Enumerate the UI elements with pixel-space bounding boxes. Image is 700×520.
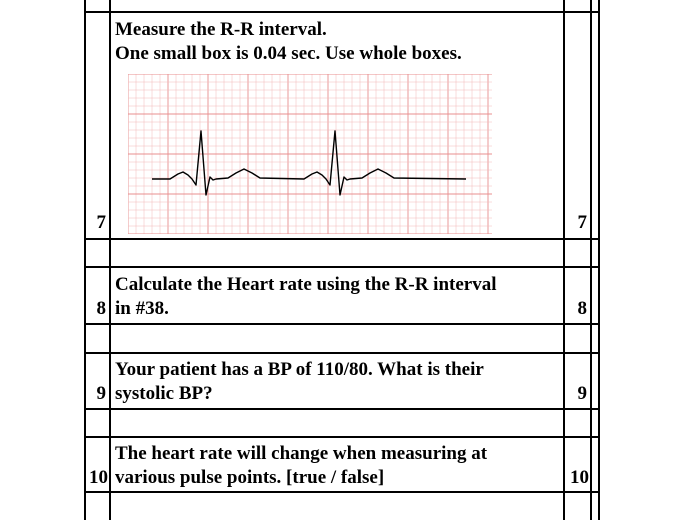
question-10-line-1: The heart rate will change when measuring at [115, 443, 488, 464]
row-divider [84, 323, 600, 325]
row-divider [84, 408, 600, 410]
question-10-number-left: 10 [89, 467, 108, 488]
question-7-line-2: One small box is 0.04 sec. Use whole boxes. [115, 43, 462, 64]
question-9-line-2: systolic BP? [115, 383, 213, 404]
question-7-number-right: 7 [577, 212, 587, 233]
table-border-right-outer [598, 0, 600, 520]
question-10-line-2: various pulse points. [true / false] [115, 467, 385, 488]
ecg-strip [128, 74, 492, 234]
row-divider [84, 11, 600, 13]
table-border-left-outer [84, 0, 86, 520]
row-divider [84, 491, 600, 493]
question-9-text [115, 358, 484, 406]
question-8-text [115, 273, 497, 321]
question-8-number-left: 8 [96, 298, 106, 319]
question-7-number-left: 7 [96, 212, 106, 233]
question-10-number-right: 10 [570, 467, 589, 488]
question-8-line-1: Calculate the Heart rate using the R-R interval [115, 274, 497, 295]
row-divider [84, 352, 600, 354]
question-7-line-1: Measure the R-R interval. [115, 19, 327, 40]
question-8-line-2: in #38. [115, 298, 169, 319]
question-8-number-right: 8 [577, 298, 587, 319]
table-border-right-inner [563, 0, 565, 520]
table-border-right-mid [590, 0, 592, 520]
row-divider [84, 436, 600, 438]
question-9-number-right: 9 [577, 383, 587, 404]
question-9-number-left: 9 [96, 383, 106, 404]
question-9-line-1: Your patient has a BP of 110/80. What is their [115, 359, 484, 380]
row-divider [84, 238, 600, 240]
question-7-text [115, 18, 462, 66]
ecg-trace [152, 131, 466, 195]
question-10-text [115, 442, 487, 490]
row-divider [84, 266, 600, 268]
table-border-left-inner [109, 0, 111, 520]
